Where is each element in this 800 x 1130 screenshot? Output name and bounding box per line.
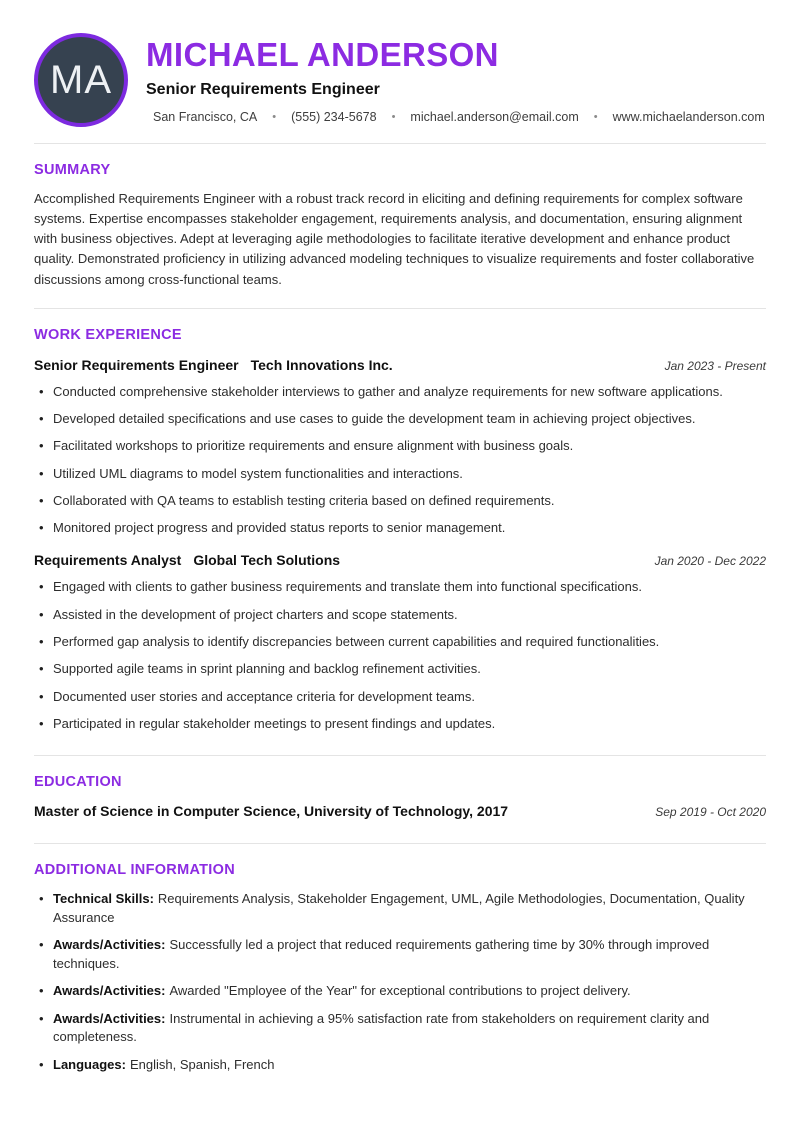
job-header	[34, 552, 766, 568]
avatar-initials: MA	[50, 58, 112, 102]
job-bullet: • Facilitated workshops to prioritize requirements and ensure alignment with business goals.	[34, 437, 766, 456]
education-degree: Master of Science in Computer Science, University of Technology, 2017	[34, 802, 509, 819]
job-bullet: • Participated in regular stakeholder meetings to present findings and updates.	[34, 715, 766, 734]
contact-location: San Francisco, CA	[153, 110, 258, 125]
resume-header	[34, 0, 766, 143]
job-bullet: • Assisted in the development of project charters and scope statements.	[34, 606, 766, 625]
job-bullet-list	[34, 383, 766, 539]
job-entry	[34, 552, 766, 734]
job-company: Global Tech Solutions	[193, 552, 341, 569]
item-label: Awards/Activities:	[53, 1010, 166, 1026]
section-divider	[34, 143, 766, 144]
education-heading: EDUCATION	[34, 773, 122, 790]
job-bullet: • Conducted comprehensive stakeholder interviews to gather and analyze requirements for new software applications.	[34, 383, 766, 402]
section-summary	[34, 162, 766, 290]
job-bullet: • Supported agile teams in sprint planning and backlog refinement activities.	[34, 660, 766, 679]
job-dates: Jan 2023 - Present	[664, 358, 766, 373]
additional-info-item	[34, 890, 766, 928]
contact-email: michael.anderson@email.com	[410, 110, 579, 125]
job-title: Senior Requirements Engineer	[34, 356, 239, 373]
contact-website: www.michaelanderson.com	[612, 110, 765, 125]
job-header	[34, 357, 766, 373]
candidate-name: MICHAEL ANDERSON	[146, 35, 499, 73]
job-company: Tech Innovations Inc.	[250, 356, 393, 373]
section-additional-information	[34, 862, 766, 1075]
job-entry	[34, 357, 766, 539]
additional-info-item	[34, 936, 766, 974]
job-bullet: • Monitored project progress and provided status reports to senior management.	[34, 519, 766, 538]
job-title: Requirements Analyst	[34, 552, 182, 569]
item-text: Awarded "Employee of the Year" for exceptional contributions to project delivery.	[169, 983, 631, 999]
section-divider	[34, 755, 766, 756]
candidate-title: Senior Requirements Engineer	[146, 81, 380, 99]
item-text: Requirements Analysis, Stakeholder Engagement, UML, Agile Methodologies, Documentation, Quality Assurance	[53, 890, 745, 925]
avatar	[34, 33, 128, 127]
additional-information-heading: ADDITIONAL INFORMATION	[34, 861, 235, 878]
job-bullet-list	[34, 578, 766, 734]
job-bullet: • Performed gap analysis to identify discrepancies between current capabilities and required functionalities.	[34, 633, 766, 652]
item-text: Instrumental in achieving a 95% satisfaction rate from stakeholders on requirement clarity and completeness.	[53, 1010, 710, 1045]
job-bullet: • Documented user stories and acceptance criteria for development teams.	[34, 688, 766, 707]
additional-info-item	[34, 1010, 766, 1048]
section-education	[34, 774, 766, 819]
contact-phone: (555) 234-5678	[291, 110, 377, 125]
additional-info-item	[34, 982, 766, 1001]
additional-info-list	[34, 890, 766, 1075]
work-experience-heading: WORK EXPERIENCE	[34, 326, 182, 343]
education-dates: Sep 2019 - Oct 2020	[655, 804, 766, 819]
item-label: Technical Skills:	[53, 890, 154, 906]
bullet-separator-icon: •	[391, 111, 396, 124]
job-bullet: • Utilized UML diagrams to model system functionalities and interactions.	[34, 465, 766, 484]
summary-heading: SUMMARY	[34, 162, 111, 178]
job-titleline	[34, 357, 393, 373]
education-entry	[34, 803, 766, 819]
job-dates: Jan 2020 - Dec 2022	[654, 554, 766, 569]
item-label: Awards/Activities:	[53, 937, 166, 953]
job-bullet: • Developed detailed specifications and use cases to guide the development team in achieving project objectives.	[34, 410, 766, 429]
item-label: Awards/Activities:	[53, 983, 166, 999]
section-divider	[34, 308, 766, 309]
job-titleline	[34, 552, 340, 568]
item-text: Successfully led a project that reduced requirements gathering time by 30% through improved techniques.	[53, 937, 710, 971]
contact-bar	[146, 110, 766, 124]
bullet-separator-icon: •	[272, 111, 277, 124]
bullet-separator-icon: •	[593, 111, 598, 124]
item-label: Languages:	[53, 1056, 126, 1072]
summary-text: Accomplished Requirements Engineer with a robust track record in eliciting and defining requirements for complex software systems. Expertise encompasses stakeholder engagement, requirements analysis, and documentation, ensuring alignment with business objectives. Adept at leveraging agile methodologies to facilitate iterative development and enhance product quality. Demonstrated proficiency in utilizing advanced modeling techniques to visualize requirements and foster collaborative discussions among cross-functional teams.	[34, 191, 755, 287]
item-text: English, Spanish, French	[129, 1056, 275, 1072]
job-bullet: • Engaged with clients to gather business requirements and translate them into functional specifications.	[34, 578, 766, 597]
header-text	[146, 36, 766, 125]
section-divider	[34, 843, 766, 844]
additional-info-item	[34, 1056, 766, 1075]
section-work-experience	[34, 327, 766, 734]
job-bullet: • Collaborated with QA teams to establish testing criteria based on defined requirements.	[34, 492, 766, 511]
